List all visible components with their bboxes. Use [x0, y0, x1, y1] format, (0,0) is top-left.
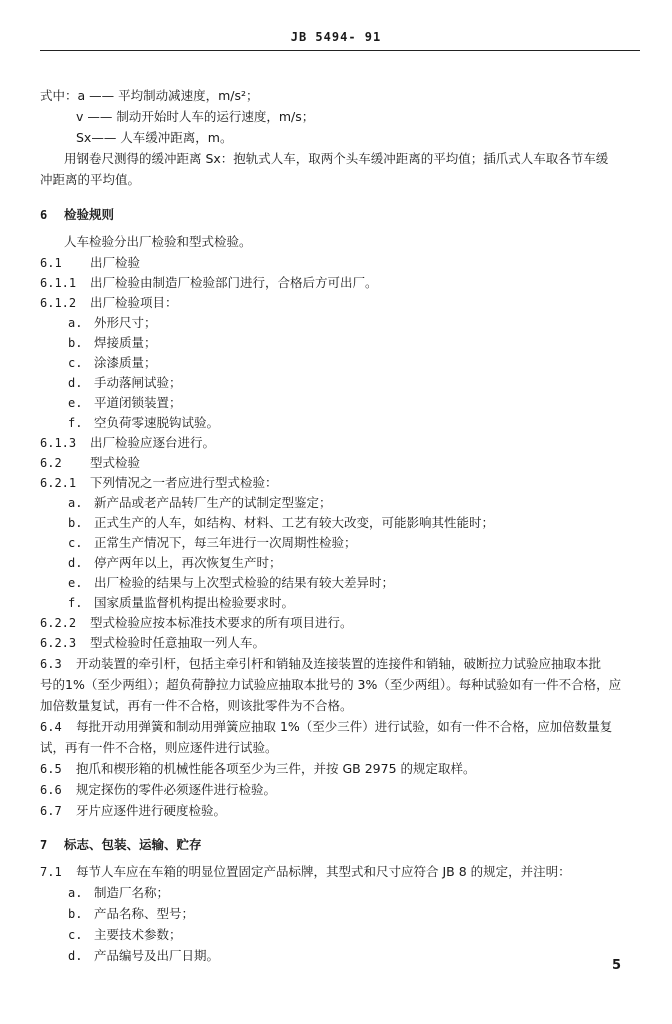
list-marker: c. — [68, 356, 83, 370]
list-marker: b. — [68, 907, 83, 921]
list-marker: d. — [68, 949, 83, 963]
list-item: 正式生产的人车，如结构、材料、工艺有较大改变，可能影响其性能时； — [94, 515, 495, 530]
clause-text-cont: 号的1%（至少两组）；超负荷静拉力试验应抽取本批号的 3%（至少两组）。每种试验如有一件不合格，应 — [40, 677, 622, 692]
list-marker: c. — [68, 928, 83, 942]
list-item: 出厂检验的结果与上次型式检验的结果有较大差异时； — [94, 575, 395, 590]
list-marker: c. — [68, 536, 83, 550]
clause-number: 6.2.1 — [40, 476, 77, 490]
standard-code-header: JB 5494- 91 — [290, 30, 382, 44]
list-item: 产品名称、型号； — [94, 906, 195, 921]
clause-text: 抱爪和楔形箱的机械性能各项至少为三件，并按 GB 2975 的规定取样。 — [76, 761, 476, 776]
list-item: 主要技术参数； — [94, 927, 182, 942]
list-item: 平道闭锁装置； — [94, 395, 182, 410]
clause-text: 出厂检验应逐台进行。 — [90, 435, 216, 450]
clause-number: 6.2.2 — [40, 616, 77, 630]
clause-text: 出厂检验由制造厂检验部门进行，合格后方可出厂。 — [90, 275, 378, 290]
section-heading: 标志、包装、运输、贮存 — [64, 837, 202, 852]
formula-var-sx: Sx—— 人车缓冲距离，m。 — [76, 130, 233, 145]
formula-var-v: v —— 制动开始时人车的运行速度，m/s； — [76, 109, 315, 124]
clause-text-cont: 加倍数量复试，再有一件不合格，则该批零件为不合格。 — [40, 698, 353, 713]
clause-number: 6.1.1 — [40, 276, 77, 290]
clause-number: 6.6 — [40, 783, 62, 797]
clause-number: 6.5 — [40, 762, 62, 776]
clause-text: 每批开动用弹簧和制动用弹簧应抽取 1%（至少三件）进行试验，如有一件不合格，应加倍数量复 — [76, 719, 613, 734]
clause-number: 6.7 — [40, 804, 62, 818]
page-number: 5 — [612, 958, 622, 973]
list-marker: d. — [68, 376, 83, 390]
paragraph-line: 用钢卷尺测得的缓冲距离 Sx：抱轨式人车，取两个头车缓冲距离的平均值；插爪式人车取各节车缓 — [64, 151, 609, 166]
clause-text: 型式检验应按本标准技术要求的所有项目进行。 — [90, 615, 353, 630]
list-item: 外形尺寸； — [94, 315, 157, 330]
clause-number: 6.1 — [40, 256, 62, 270]
clause-number: 6.3 — [40, 657, 62, 671]
clause-text: 下列情况之一者应进行型式检验： — [90, 475, 278, 490]
list-marker: d. — [68, 556, 83, 570]
list-item: 新产品或老产品转厂生产的试制定型鉴定； — [94, 495, 332, 510]
clause-text: 型式检验时任意抽取一列人车。 — [90, 635, 266, 650]
list-item: 涂漆质量； — [94, 355, 157, 370]
clause-text: 每节人车应在车箱的明显位置固定产品标牌，其型式和尺寸应符合 JB 8 的规定，并注明： — [76, 864, 571, 879]
section-number: 7 — [40, 838, 48, 852]
list-marker: a. — [68, 316, 83, 330]
clause-number: 6.4 — [40, 720, 62, 734]
formula-var-a: 式中：a —— 平均制动减速度，m/s²； — [40, 88, 259, 103]
list-marker: f. — [68, 596, 83, 610]
clause-number: 6.1.3 — [40, 436, 77, 450]
list-item: 空负荷零速脱钩试验。 — [94, 415, 220, 430]
paragraph-line: 人车检验分出厂检验和型式检验。 — [64, 234, 252, 249]
list-item: 产品编号及出厂日期。 — [94, 948, 220, 963]
list-marker: a. — [68, 886, 83, 900]
clause-text-cont: 试，再有一件不合格，则应逐件进行试验。 — [40, 740, 278, 755]
list-marker: f. — [68, 416, 83, 430]
list-marker: a. — [68, 496, 83, 510]
list-item: 正常生产情况下，每三年进行一次周期性检验； — [94, 535, 357, 550]
list-marker: b. — [68, 516, 83, 530]
clause-heading: 出厂检验 — [90, 255, 141, 270]
clause-number: 6.1.2 — [40, 296, 77, 310]
paragraph-line: 冲距离的平均值。 — [40, 172, 141, 187]
list-marker: b. — [68, 336, 83, 350]
list-item: 停产两年以上，再次恢复生产时； — [94, 555, 282, 570]
list-marker: e. — [68, 396, 83, 410]
section-heading: 检验规则 — [64, 207, 115, 222]
header-rule — [40, 50, 640, 51]
section-number: 6 — [40, 208, 48, 222]
clause-number: 7.1 — [40, 865, 62, 879]
list-marker: e. — [68, 576, 83, 590]
clause-number: 6.2.3 — [40, 636, 77, 650]
list-item: 手动落闸试验； — [94, 375, 182, 390]
clause-heading: 型式检验 — [90, 455, 141, 470]
clause-number: 6.2 — [40, 456, 62, 470]
list-item: 焊接质量； — [94, 335, 157, 350]
clause-text: 出厂检验项目： — [90, 295, 178, 310]
clause-text: 规定探伤的零件必须逐件进行检验。 — [76, 782, 277, 797]
list-item: 国家质量监督机构提出检验要求时。 — [94, 595, 295, 610]
list-item: 制造厂名称； — [94, 885, 170, 900]
clause-text: 牙片应逐件进行硬度检验。 — [76, 803, 227, 818]
clause-text: 开动装置的牵引杆，包括主牵引杆和销轴及连接装置的连接件和销轴，破断拉力试验应抽取本批 — [76, 656, 602, 671]
